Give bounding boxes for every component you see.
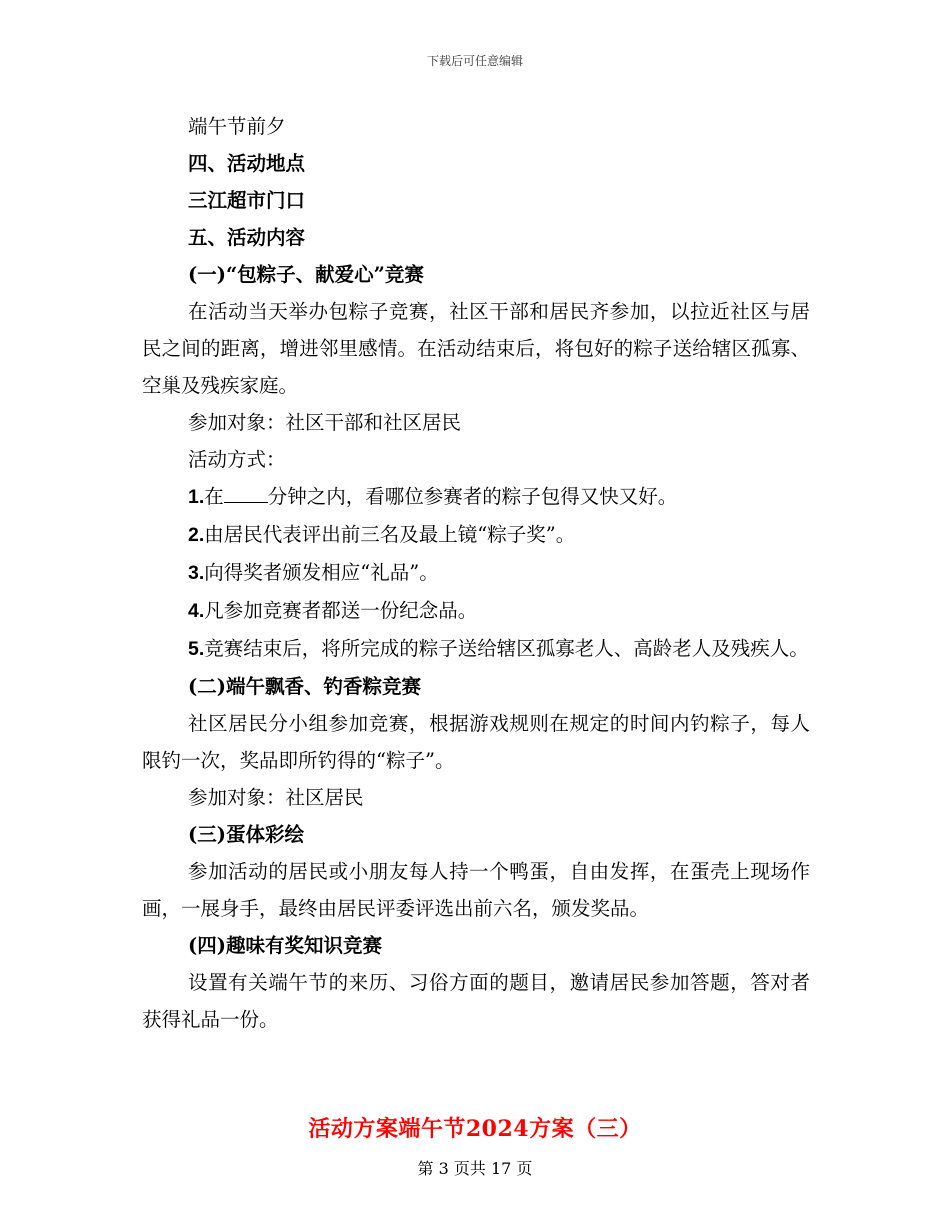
section-heading: 五、活动内容 [188,226,306,249]
list-item [142,478,810,516]
paragraph: 参加活动的居民或小朋友每人持一个鸭蛋，自由发挥，在蛋壳上现场作画，一展身手，最终由居民评委评选出前六名，颁发奖品。 [142,860,810,920]
subsection-heading: (四)趣味有奖知识竞赛 [188,934,382,957]
text-line: 三江超市门口 [188,189,306,212]
list-text: 在 [204,485,224,508]
text-line: 参加对象：社区居民 [188,786,364,809]
list-text: 凡参加竞赛者都送一份纪念品。 [204,599,478,622]
subsection-heading: (一)“包粽子、献爱心”竞赛 [188,263,424,286]
list-item [142,554,810,592]
subsection-heading: (三)蛋体彩绘 [188,823,304,846]
list-number: 3. [188,562,205,584]
subsection-heading: (二)端午飘香、钓香粽竞赛 [188,675,421,698]
section-title: 活动方案端午节2024方案（三） [308,1116,642,1142]
text-line: 活动方式： [188,448,286,471]
list-item [142,592,810,630]
list-number: 5. [188,638,205,660]
page-footer: 第 3 页共 17 页 [417,1159,533,1178]
list-number: 1. [188,486,205,508]
list-item [142,516,810,554]
fill-in-blank [224,484,268,503]
text-line: 端午节前夕 [188,115,286,138]
list-item [142,630,810,668]
list-number: 4. [188,600,205,622]
list-text: 竞赛结束后，将所完成的粽子送给辖区孤寡老人、高龄老人及残疾人。 [204,637,809,660]
text-line: 参加对象：社区干部和社区居民 [188,411,462,434]
paragraph: 社区居民分小组参加竞赛，根据游戏规则在规定的时间内钓粽子，每人限钓一次，奖品即所钓得的“粽子”。 [142,712,810,772]
document-body [142,108,810,1038]
list-text: 由居民代表评出前三名及最上镜“粽子奖”。 [204,523,576,546]
page-header: 下载后可任意编辑 [426,54,523,68]
list-text: 分钟之内，看哪位参赛者的粽子包得又快又好。 [267,485,678,508]
list-text: 向得奖者颁发相应“礼品”。 [204,561,439,584]
section-heading: 四、活动地点 [188,152,306,175]
paragraph: 设置有关端午节的来历、习俗方面的题目，邀请居民参加答题，答对者获得礼品一份。 [142,971,810,1031]
list-number: 2. [188,524,205,546]
paragraph: 在活动当天举办包粽子竞赛，社区干部和居民齐参加，以拉近社区与居民之间的距离，增进邻里感情。在活动结束后，将包好的粽子送给辖区孤寡、空巢及残疾家庭。 [142,300,810,397]
